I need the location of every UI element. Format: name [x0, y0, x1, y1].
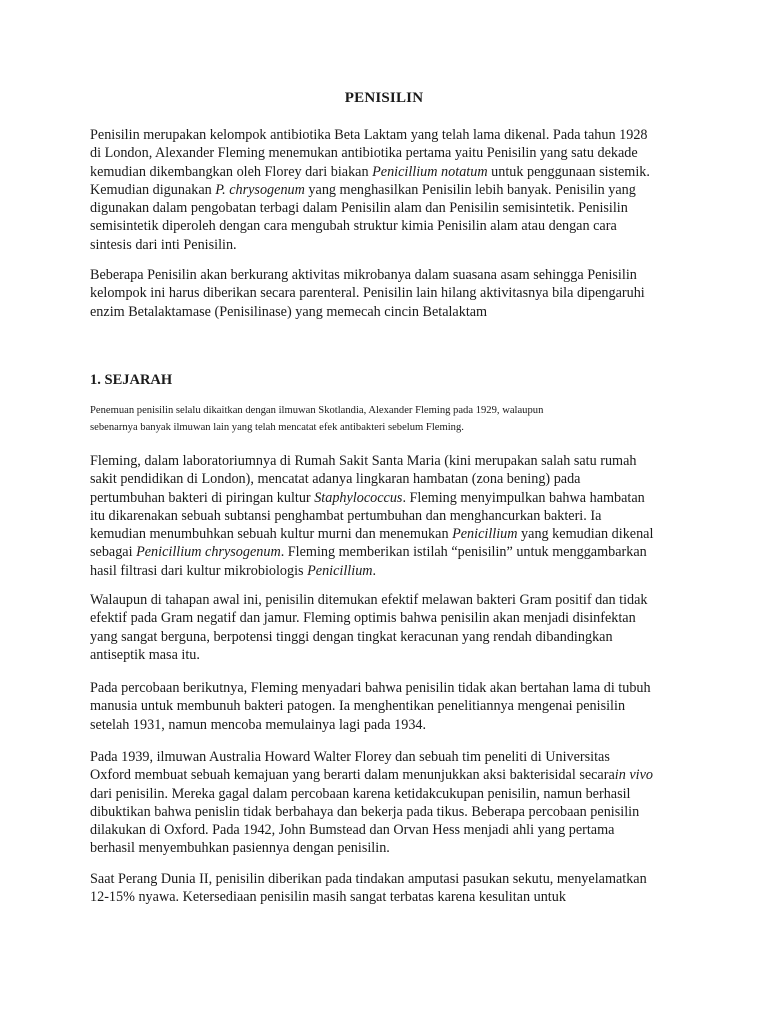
paragraph-walaupun [90, 591, 690, 664]
text-line: Pada 1939, ilmuwan Australia Howard Walter Florey dan sebuah tim peneliti di Universitas [90, 749, 610, 765]
text-line: Pada percobaan berikutnya, Fleming menyadari bahwa penisilin tidak akan bertahan lama di tubuh [90, 680, 651, 696]
text-line: itu dikarenakan sebuah subtansi penghambat pertumbuhan dan menghancurkan bakteri. Ia [90, 507, 602, 524]
text-line: sakit pendidikan di London), mencatat adanya lingkaran hambatan (zona bening) pada [90, 471, 581, 488]
italic-term: P. chrysogenum [215, 181, 305, 198]
italic-term: Penicillium chrysogenum [136, 544, 281, 561]
text-line: pertumbuhan bakteri di piringan kultur Staphylococcus. Fleming menyimpulkan bahwa hambatan [90, 489, 645, 506]
section-heading-sejarah: 1. SEJARAH [90, 372, 173, 388]
text-line: sebenarnya banyak ilmuwan lain yang telah mencatat efek antibakteri sebelum Fleming. [90, 422, 464, 433]
text-line: 12-15% nyawa. Ketersediaan penisilin masih sangat terbatas karena kesulitan untuk [90, 889, 566, 906]
text-line: yang sangat berguna, berpotensi tinggi dengan tingkat keracunan yang rendah dibandingkan [90, 628, 613, 645]
text-line: Saat Perang Dunia II, penisilin diberikan pada tindakan amputasi pasukan sekutu, menyelamatkan [90, 871, 647, 887]
text-line: Walaupun di tahapan awal ini, penisilin ditemukan efektif melawan bakteri Gram positif dan tidak [90, 592, 648, 608]
text-line: sintesis dari inti Penisilin. [90, 236, 237, 253]
paragraph-fleming [90, 452, 690, 580]
text-line: dilakukan di Oxford. Pada 1942, John Bumstead dan Orvan Hess menjadi ahli yang pertama [90, 822, 615, 839]
italic-term: in vivo [614, 767, 653, 784]
paragraph-1939 [90, 748, 690, 858]
text-line: kemudian menumbuhkan sebuah kultur murni dan menemukan Penicillium yang kemudian dikenal [90, 526, 654, 543]
text-line: dibuktikan bahwa penislin tidak berbahaya dan bekerja pada tikus. Beberapa percobaan penisilin [90, 803, 640, 820]
section-intro-small [90, 402, 690, 436]
intro-paragraph [90, 126, 690, 254]
document-title: PENISILIN [344, 90, 424, 106]
paragraph-percobaan [90, 679, 690, 734]
text-line: setelah 1931, namun mencoba memulainya lagi pada 1934. [90, 716, 427, 733]
text-line: antiseptik masa itu. [90, 646, 200, 663]
text-line: Fleming, dalam laboratoriumnya di Rumah Sakit Santa Maria (kini merupakan salah satu rumah [90, 453, 637, 469]
text-line: hasil filtrasi dari kultur mikrobiologis Penicillium. [90, 562, 377, 579]
italic-term: Staphylococcus [314, 489, 403, 506]
text-line: Kemudian digunakan P. chrysogenum yang menghasilkan Penisilin lebih banyak. Penisilin yang [90, 181, 636, 198]
text-line: kelompok ini harus diberikan secara parenteral. Penisilin lain hilang aktivitasnya bila dipengaruhi [90, 285, 645, 302]
paragraph-perang [90, 870, 690, 907]
text-line: Penemuan penisilin selalu dikaitkan dengan ilmuwan Skotlandia, Alexander Fleming pada 1929, walaupun [90, 405, 544, 416]
text-line: Penisilin merupakan kelompok antibiotika Beta Laktam yang telah lama dikenal. Pada tahun 1928 [90, 127, 648, 143]
text-line: manusia untuk membunuh bakteri patogen. Ia menghentikan penelitiannya mengenai penisilin [90, 698, 626, 715]
intro-paragraph-2 [90, 266, 690, 321]
italic-term: Penicillium notatum [372, 163, 488, 180]
text-line: efektif pada Gram negatif dan jamur. Fleming optimis bahwa penisilin akan menjadi disinfektan [90, 610, 636, 627]
text-line: semisintetik diperoleh dengan cara mengubah struktur kimia Penisilin alam atau dengan cara [90, 218, 617, 235]
italic-term: Penicillium [452, 526, 518, 543]
text-line: berhasil menyembuhkan pasiennya dengan penisilin. [90, 840, 390, 857]
italic-term: Penicillium [307, 562, 373, 579]
text-line: enzim Betalaktamase (Penisilinase) yang memecah cincin Betalaktam [90, 303, 488, 320]
text-line: Beberapa Penisilin akan berkurang aktivitas mikrobanya dalam suasana asam sehingga Penisilin [90, 267, 637, 283]
text-line: digunakan dalam pengobatan terbagi dalam Penisilin alam dan Penisilin semisintetik. Penisilin [90, 200, 628, 217]
text-line: kemudian dikembangkan oleh Florey dari biakan Penicillium notatum untuk penggunaan sistemik. [90, 163, 650, 180]
text-line: sebagai Penicillium chrysogenum. Fleming memberikan istilah “penisilin” untuk menggambarkan [90, 544, 647, 561]
text-line: dari penisilin. Mereka gagal dalam percobaan karena ketidakcukupan penisilin, namun berhasil [90, 785, 631, 802]
text-line: di London, Alexander Fleming menemukan antibiotika pertama yaitu Penisilin yang satu dekade [90, 145, 638, 162]
text-line: Oxford membuat sebuah kemajuan yang berarti dalam menunjukkan aksi bakterisidal secarain vivo [90, 767, 653, 784]
